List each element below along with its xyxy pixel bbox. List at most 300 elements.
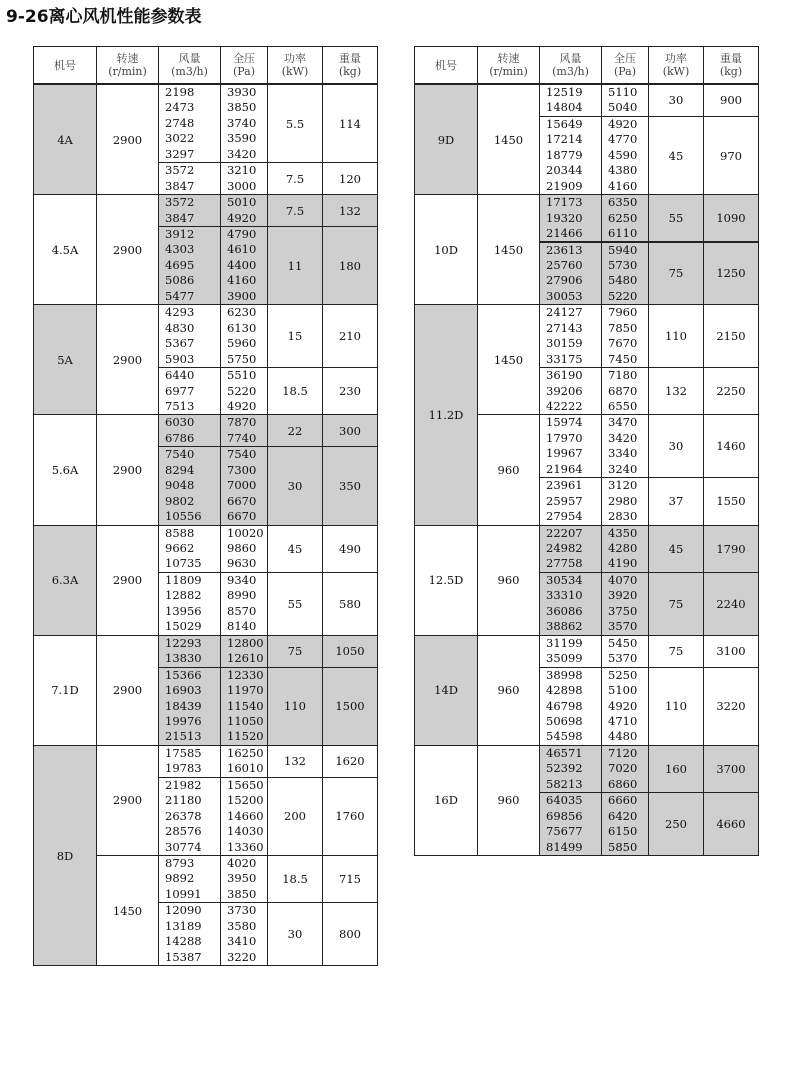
airflow-cell	[158, 304, 221, 368]
airflow-cell	[158, 572, 221, 636]
pressure-value: 4160	[608, 178, 638, 193]
header-pressure	[601, 46, 649, 84]
airflow-value: 4293	[165, 305, 195, 320]
model-cell: 10D	[414, 194, 478, 305]
pressure-cell	[220, 194, 268, 227]
airflow-value: 52392	[546, 761, 583, 776]
airflow-value: 21180	[165, 793, 202, 808]
weight-cell: 580	[322, 572, 378, 636]
airflow-cell	[158, 226, 221, 305]
airflow-value: 39206	[546, 383, 583, 398]
pressure-value: 5100	[608, 683, 638, 698]
power-cell: 15	[267, 304, 323, 368]
pressure-value: 5960	[227, 336, 257, 351]
pressure-value: 11050	[227, 713, 264, 728]
airflow-value: 13830	[165, 651, 202, 666]
airflow-value: 3572	[165, 163, 195, 178]
airflow-value: 18779	[546, 147, 583, 162]
header-name: 机号	[435, 58, 457, 72]
airflow-value: 27906	[546, 273, 583, 288]
header-speed	[477, 46, 540, 84]
pressure-value: 4790	[227, 227, 257, 242]
pressure-value: 4770	[608, 132, 638, 147]
power-cell: 110	[648, 304, 704, 368]
pressure-cell	[220, 902, 268, 966]
airflow-value: 7540	[165, 447, 195, 462]
airflow-cell	[539, 116, 602, 195]
header-unit: (kW)	[281, 65, 309, 78]
speed-cell: 960	[477, 745, 540, 856]
pressure-value: 6670	[227, 509, 257, 524]
model-cell: 5A	[33, 304, 97, 415]
power-cell: 22	[267, 414, 323, 447]
pressure-value: 3240	[608, 461, 638, 476]
airflow-value: 50698	[546, 713, 583, 728]
power-cell: 37	[648, 477, 704, 525]
airflow-value: 8793	[165, 856, 195, 871]
airflow-cell	[158, 525, 221, 573]
pressure-value: 5370	[608, 651, 638, 666]
airflow-value: 5903	[165, 351, 195, 366]
weight-cell: 1090	[703, 194, 759, 242]
weight-cell: 1460	[703, 414, 759, 478]
pressure-cell	[220, 446, 268, 525]
pressure-value: 3000	[227, 178, 257, 193]
weight-cell: 970	[703, 116, 759, 195]
pressure-value: 10020	[227, 525, 264, 540]
weight-cell: 120	[322, 162, 378, 195]
airflow-cell	[539, 84, 602, 117]
airflow-cell	[539, 525, 602, 573]
header-unit: (kW)	[662, 65, 690, 78]
power-cell: 45	[648, 116, 704, 195]
pressure-value: 3410	[227, 934, 257, 949]
pressure-value: 4590	[608, 147, 638, 162]
header-power	[648, 46, 704, 84]
airflow-value: 27954	[546, 509, 583, 524]
header-airflow	[539, 46, 602, 84]
model-cell: 4.5A	[33, 194, 97, 305]
weight-cell: 1050	[322, 635, 378, 668]
pressure-value: 14660	[227, 808, 264, 823]
pressure-value: 6110	[608, 226, 638, 241]
speed-cell: 960	[477, 414, 540, 525]
airflow-value: 17970	[546, 430, 583, 445]
pressure-value: 3420	[608, 430, 638, 445]
pressure-cell	[601, 572, 649, 636]
pressure-cell	[220, 667, 268, 746]
airflow-value: 5367	[165, 336, 195, 351]
pressure-cell	[220, 572, 268, 636]
pressure-value: 3920	[608, 588, 638, 603]
pressure-value: 5480	[608, 273, 638, 288]
header-name: 功率	[665, 52, 687, 65]
airflow-value: 5477	[165, 288, 195, 303]
model-cell: 4A	[33, 84, 97, 195]
airflow-cell	[158, 84, 221, 163]
airflow-cell	[539, 242, 602, 306]
weight-cell: 1620	[322, 745, 378, 778]
airflow-value: 7513	[165, 398, 195, 413]
weight-cell: 900	[703, 84, 759, 117]
power-cell: 55	[267, 572, 323, 636]
airflow-value: 3912	[165, 227, 195, 242]
power-cell: 75	[648, 572, 704, 636]
airflow-value: 22207	[546, 525, 583, 540]
airflow-value: 24982	[546, 541, 583, 556]
pressure-value: 4280	[608, 541, 638, 556]
pressure-cell	[601, 477, 649, 525]
power-cell: 18.5	[267, 855, 323, 903]
airflow-cell	[539, 414, 602, 478]
airflow-value: 42898	[546, 683, 583, 698]
airflow-cell	[158, 855, 221, 903]
header-unit: (Pa)	[232, 65, 256, 78]
airflow-value: 12519	[546, 85, 583, 99]
pressure-value: 3590	[227, 131, 257, 146]
header-weight	[322, 46, 378, 84]
weight-cell: 210	[322, 304, 378, 368]
pressure-value: 4020	[227, 856, 257, 871]
pressure-cell	[220, 367, 268, 415]
pressure-value: 5510	[227, 368, 257, 383]
airflow-value: 6440	[165, 368, 195, 383]
airflow-value: 2198	[165, 85, 195, 99]
pressure-value: 6420	[608, 808, 638, 823]
pressure-cell	[601, 194, 649, 242]
airflow-value: 4695	[165, 257, 195, 272]
pressure-value: 2830	[608, 509, 638, 524]
airflow-value: 10735	[165, 556, 202, 571]
pressure-value: 8990	[227, 588, 257, 603]
speed-cell: 2900	[96, 414, 159, 525]
power-cell: 30	[267, 902, 323, 966]
pressure-cell	[601, 792, 649, 856]
power-cell: 250	[648, 792, 704, 856]
airflow-value: 6977	[165, 383, 195, 398]
pressure-value: 5750	[227, 351, 257, 366]
pressure-value: 5730	[608, 257, 638, 272]
model-cell: 9D	[414, 84, 478, 195]
header-unit: (Pa)	[613, 65, 637, 78]
airflow-cell	[539, 792, 602, 856]
weight-cell: 300	[322, 414, 378, 447]
pressure-value: 4380	[608, 163, 638, 178]
pressure-value: 4920	[608, 698, 638, 713]
pressure-value: 9860	[227, 541, 257, 556]
pressure-value: 13360	[227, 839, 264, 854]
airflow-value: 30534	[546, 572, 583, 587]
airflow-value: 36086	[546, 603, 583, 618]
pressure-value: 5250	[608, 667, 638, 682]
pressure-cell	[601, 745, 649, 793]
power-cell: 160	[648, 745, 704, 793]
airflow-value: 15974	[546, 415, 583, 430]
pressure-cell	[220, 855, 268, 903]
airflow-cell	[158, 162, 221, 195]
airflow-value: 17214	[546, 132, 583, 147]
pressure-value: 7000	[227, 478, 257, 493]
power-cell: 45	[267, 525, 323, 573]
pressure-value: 4920	[227, 398, 257, 413]
power-cell: 7.5	[267, 194, 323, 227]
airflow-value: 30774	[165, 839, 202, 854]
power-cell: 30	[648, 84, 704, 117]
pressure-cell	[220, 635, 268, 668]
airflow-value: 31199	[546, 635, 583, 650]
pressure-value: 12800	[227, 635, 264, 650]
pressure-value: 7020	[608, 761, 638, 776]
pressure-value: 7300	[227, 462, 257, 477]
airflow-value: 10991	[165, 886, 202, 901]
pressure-value: 4920	[608, 116, 638, 131]
pressure-value: 3740	[227, 115, 257, 130]
airflow-value: 2748	[165, 115, 195, 130]
airflow-value: 69856	[546, 808, 583, 823]
airflow-value: 14804	[546, 100, 583, 115]
weight-cell: 715	[322, 855, 378, 903]
airflow-value: 21466	[546, 226, 583, 241]
pressure-value: 4400	[227, 257, 257, 272]
pressure-value: 5450	[608, 635, 638, 650]
speed-cell: 2900	[96, 304, 159, 415]
model-cell: 12.5D	[414, 525, 478, 636]
airflow-value: 5086	[165, 273, 195, 288]
airflow-cell	[158, 367, 221, 415]
pressure-value: 6230	[227, 305, 257, 320]
header-name: 机号	[54, 58, 76, 72]
weight-cell: 1500	[322, 667, 378, 746]
pressure-cell	[601, 414, 649, 478]
pressure-value: 3750	[608, 603, 638, 618]
airflow-value: 27758	[546, 556, 583, 571]
airflow-value: 19967	[546, 446, 583, 461]
weight-cell: 4660	[703, 792, 759, 856]
pressure-value: 6670	[227, 493, 257, 508]
pressure-cell	[220, 226, 268, 305]
pressure-value: 4350	[608, 525, 638, 540]
weight-cell: 2150	[703, 304, 759, 368]
speed-cell: 1450	[477, 84, 540, 195]
pressure-value: 3470	[608, 415, 638, 430]
airflow-value: 30159	[546, 336, 583, 351]
pressure-value: 7960	[608, 305, 638, 320]
airflow-value: 3022	[165, 131, 195, 146]
pressure-value: 3210	[227, 163, 257, 178]
airflow-value: 46571	[546, 745, 583, 760]
model-cell: 11.2D	[414, 304, 478, 525]
airflow-value: 16903	[165, 683, 202, 698]
airflow-cell	[158, 446, 221, 525]
header-airflow	[158, 46, 221, 84]
pressure-value: 3220	[227, 949, 257, 964]
airflow-cell	[539, 194, 602, 242]
pressure-value: 12610	[227, 651, 264, 666]
airflow-value: 23613	[546, 242, 583, 257]
airflow-value: 9048	[165, 478, 195, 493]
airflow-value: 6030	[165, 415, 195, 430]
pressure-cell	[220, 777, 268, 856]
pressure-cell	[220, 525, 268, 573]
airflow-value: 2473	[165, 100, 195, 115]
power-cell: 30	[648, 414, 704, 478]
pressure-value: 11970	[227, 683, 264, 698]
model-cell: 8D	[33, 745, 97, 966]
airflow-value: 21982	[165, 777, 202, 792]
pressure-cell	[601, 304, 649, 368]
airflow-value: 8294	[165, 462, 195, 477]
airflow-value: 21513	[165, 729, 202, 744]
pressure-value: 3120	[608, 478, 638, 493]
airflow-value: 38998	[546, 667, 583, 682]
model-cell: 5.6A	[33, 414, 97, 525]
airflow-value: 75677	[546, 824, 583, 839]
airflow-value: 14288	[165, 934, 202, 949]
header-unit: (kg)	[338, 65, 362, 78]
pressure-value: 4190	[608, 556, 638, 571]
pressure-value: 3900	[227, 288, 257, 303]
power-cell: 200	[267, 777, 323, 856]
airflow-value: 3297	[165, 146, 195, 161]
airflow-value: 15649	[546, 116, 583, 131]
weight-cell: 3700	[703, 745, 759, 793]
airflow-value: 24127	[546, 305, 583, 320]
pressure-value: 3730	[227, 903, 257, 918]
pressure-cell	[601, 367, 649, 415]
weight-cell: 2250	[703, 367, 759, 415]
pressure-value: 8570	[227, 603, 257, 618]
airflow-value: 25760	[546, 257, 583, 272]
airflow-value: 30053	[546, 288, 583, 303]
model-cell: 7.1D	[33, 635, 97, 746]
airflow-cell	[158, 667, 221, 746]
speed-cell: 960	[477, 525, 540, 636]
header-pressure	[220, 46, 268, 84]
pressure-value: 16250	[227, 745, 264, 760]
airflow-value: 64035	[546, 793, 583, 808]
pressure-value: 6350	[608, 195, 638, 210]
pressure-value: 5940	[608, 242, 638, 257]
pressure-value: 3930	[227, 85, 257, 99]
power-cell: 132	[648, 367, 704, 415]
pressure-value: 6130	[227, 320, 257, 335]
airflow-value: 26378	[165, 808, 202, 823]
pressure-value: 11520	[227, 729, 264, 744]
weight-cell: 1550	[703, 477, 759, 525]
header-unit: (r/min)	[489, 65, 528, 78]
airflow-value: 12882	[165, 588, 202, 603]
airflow-value: 46798	[546, 698, 583, 713]
weight-cell: 1250	[703, 242, 759, 306]
power-cell: 132	[267, 745, 323, 778]
pressure-value: 6150	[608, 824, 638, 839]
weight-cell: 2240	[703, 572, 759, 636]
pressure-value: 6860	[608, 776, 638, 791]
airflow-cell	[158, 777, 221, 856]
pressure-value: 6250	[608, 210, 638, 225]
airflow-value: 4303	[165, 242, 195, 257]
header-unit: (m3/h)	[552, 65, 589, 78]
airflow-value: 38862	[546, 619, 583, 634]
weight-cell: 800	[322, 902, 378, 966]
header-unit: (m3/h)	[171, 65, 208, 78]
pressure-value: 5040	[608, 100, 638, 115]
airflow-value: 33175	[546, 351, 583, 366]
header-name: 风量	[178, 52, 201, 65]
airflow-value: 28576	[165, 824, 202, 839]
weight-cell: 490	[322, 525, 378, 573]
weight-cell: 1790	[703, 525, 759, 573]
weight-cell: 180	[322, 226, 378, 305]
model-cell: 16D	[414, 745, 478, 856]
airflow-value: 13956	[165, 603, 202, 618]
pressure-value: 4710	[608, 713, 638, 728]
airflow-value: 18439	[165, 698, 202, 713]
airflow-value: 12293	[165, 635, 202, 650]
pressure-value: 5110	[608, 85, 638, 99]
airflow-cell	[158, 902, 221, 966]
model-cell: 14D	[414, 635, 478, 746]
airflow-value: 9662	[165, 541, 195, 556]
airflow-value: 35099	[546, 651, 583, 666]
header-model	[33, 46, 97, 84]
pressure-value: 7450	[608, 351, 638, 366]
airflow-cell	[539, 367, 602, 415]
airflow-value: 58213	[546, 776, 583, 791]
model-cell: 6.3A	[33, 525, 97, 636]
pressure-value: 3580	[227, 918, 257, 933]
pressure-value: 5010	[227, 195, 257, 210]
header-name: 重量	[719, 52, 742, 65]
pressure-cell	[220, 162, 268, 195]
pressure-cell	[601, 116, 649, 195]
airflow-cell	[539, 667, 602, 746]
header-model	[414, 46, 478, 84]
pressure-cell	[220, 84, 268, 163]
speed-cell: 960	[477, 635, 540, 746]
pressure-cell	[601, 667, 649, 746]
header-name: 功率	[284, 52, 306, 65]
power-cell: 7.5	[267, 162, 323, 195]
weight-cell: 1760	[322, 777, 378, 856]
pressure-value: 3420	[227, 146, 257, 161]
pressure-value: 8140	[227, 619, 257, 634]
pressure-cell	[601, 242, 649, 306]
header-name: 全压	[233, 52, 255, 65]
airflow-cell	[158, 635, 221, 668]
airflow-value: 12090	[165, 903, 202, 918]
weight-cell: 132	[322, 194, 378, 227]
pressure-value: 4610	[227, 242, 257, 257]
airflow-value: 6786	[165, 430, 195, 445]
pressure-value: 7120	[608, 745, 638, 760]
pressure-value: 14030	[227, 824, 264, 839]
pressure-value: 7850	[608, 320, 638, 335]
pressure-value: 3850	[227, 100, 257, 115]
pressure-value: 6660	[608, 793, 638, 808]
airflow-value: 23961	[546, 478, 583, 493]
pressure-value: 9340	[227, 572, 257, 587]
airflow-cell	[158, 194, 221, 227]
power-cell: 55	[648, 194, 704, 242]
airflow-value: 25957	[546, 493, 583, 508]
airflow-value: 19320	[546, 210, 583, 225]
airflow-value: 42222	[546, 398, 583, 413]
pressure-value: 4480	[608, 729, 638, 744]
pressure-value: 4920	[227, 210, 257, 225]
weight-cell: 3100	[703, 635, 759, 668]
airflow-value: 10556	[165, 509, 202, 524]
